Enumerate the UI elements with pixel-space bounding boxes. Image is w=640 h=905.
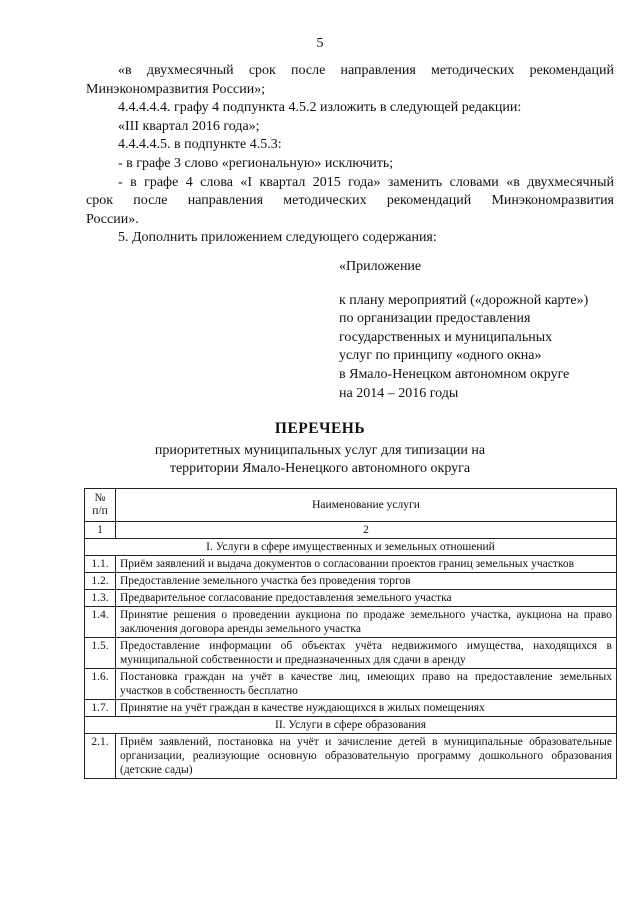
header-num-label: п/п — [92, 505, 108, 517]
annex-title: «Приложение — [339, 259, 422, 274]
header-name-cell: Наименование услуги — [116, 489, 617, 522]
paragraph-line: - в графе 3 слово «региональную» исключить; — [118, 155, 394, 171]
annex-line: услуг по принципу «одного окна» — [339, 348, 542, 364]
annex-line: в Ямало-Ненецком автономном округе — [339, 366, 570, 382]
paragraph-line: России». — [86, 211, 139, 227]
header-num-cell — [85, 489, 116, 522]
annex-line: на 2014 – 2016 годы — [339, 385, 459, 401]
row-number: 1.7. — [85, 700, 116, 717]
column-number-cell: 2 — [116, 522, 617, 539]
paragraph-line: 5. Дополнить приложением следующего содержания: — [118, 230, 437, 246]
table-row — [85, 590, 617, 607]
paragraph-line: «в двухмесячный срок после направления методических рекомендаций — [118, 63, 614, 78]
row-number: 1.6. — [85, 669, 116, 700]
column-number-cell: 1 — [85, 522, 116, 539]
table-row — [85, 669, 617, 700]
table-header-row — [85, 489, 617, 522]
table-row — [85, 638, 617, 669]
service-name: Предоставление информации об объектах учёта недвижимого имущества, находящихся в муниципальной собственности и предназначенных для сдачи в аренду — [116, 638, 617, 669]
table-row — [85, 700, 617, 717]
column-number-row — [85, 522, 617, 539]
row-number: 2.1. — [85, 734, 116, 779]
service-name: Постановка граждан на учёт в качестве лиц, имеющих право на предоставление земельных участков в собственность бесплатно — [116, 669, 617, 700]
paragraph-line: срок после направления методических рекомендаций Минэкономразвития — [86, 193, 614, 209]
row-number: 1.4. — [85, 607, 116, 638]
table-row — [85, 556, 617, 573]
section-row — [85, 539, 617, 556]
table-row — [85, 607, 617, 638]
row-number: 1.2. — [85, 573, 116, 590]
table-row — [85, 734, 617, 779]
paragraph-line: «III квартал 2016 года»; — [118, 118, 260, 134]
service-name: Предварительное согласование предоставления земельного участка — [116, 590, 617, 607]
body-text — [86, 62, 614, 248]
annex-line: по организации предоставления — [339, 311, 531, 327]
services-table-wrap — [84, 488, 617, 779]
annex-block — [339, 258, 629, 403]
paragraph-line: 4.4.4.4.4. графу 4 подпункта 4.5.2 изложить в следующей редакции: — [118, 100, 522, 116]
service-name: Приём заявлений и выдача документов о согласовании проектов границ земельных участков — [116, 556, 617, 573]
paragraph-line: 4.4.4.4.5. в подпункте 4.5.3: — [118, 137, 282, 153]
row-number: 1.3. — [85, 590, 116, 607]
row-number: 1.5. — [85, 638, 116, 669]
service-name: Приём заявлений, постановка на учёт и зачисление детей в муниципальные образовательные организации, реализующие основную образовательную программу дошкольного образования (детские сады) — [116, 734, 617, 779]
section-heading: I. Услуги в сфере имущественных и земельных отношений — [85, 539, 617, 556]
paragraph-line: Минэкономразвития России»; — [86, 81, 266, 97]
paragraph-line: - в графе 4 слова «I квартал 2015 года» заменить словами «в двухмесячный — [118, 174, 614, 190]
service-name: Принятие решения о проведении аукциона по продаже земельного участка, аукциона на право заключения договора аренды земельного участка — [116, 607, 617, 638]
list-title: ПЕРЕЧЕНЬ — [274, 420, 366, 437]
annex-line: государственных и муниципальных — [339, 329, 553, 345]
service-name: Предоставление земельного участка без проведения торгов — [116, 573, 617, 590]
row-number: 1.1. — [85, 556, 116, 573]
list-subtitle: территории Ямало-Ненецкого автономного округа — [169, 461, 471, 476]
section-heading: II. Услуги в сфере образования — [85, 717, 617, 734]
service-name: Принятие на учёт граждан в качестве нуждающихся в жилых помещениях — [116, 700, 617, 717]
list-subtitle: приоритетных муниципальных услуг для типизации на — [154, 443, 486, 458]
list-heading — [0, 420, 640, 478]
annex-line: к плану мероприятий («дорожной карте») — [339, 292, 589, 308]
page-number: 5 — [316, 36, 324, 51]
section-row — [85, 717, 617, 734]
table-row — [85, 573, 617, 590]
services-table — [84, 488, 617, 779]
header-num-label: № — [94, 492, 106, 504]
